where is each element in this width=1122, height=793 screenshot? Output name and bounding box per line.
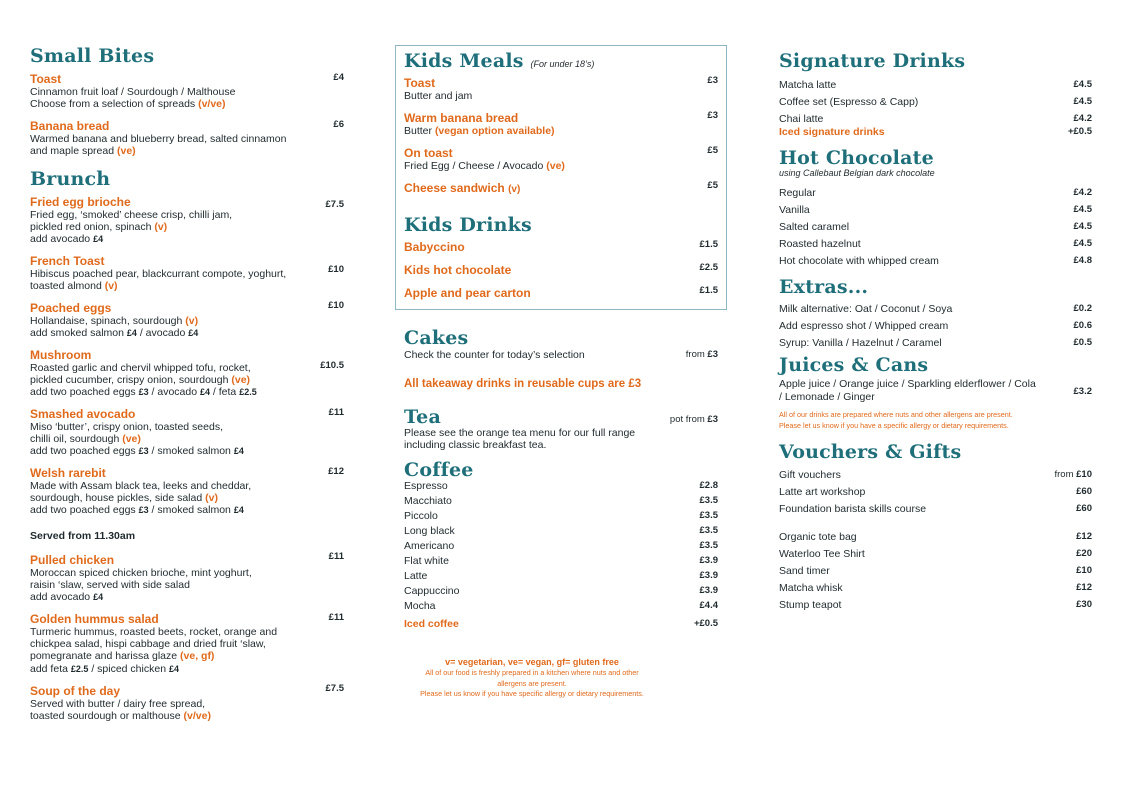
coffee-item: Latte — [404, 570, 428, 582]
desc-text: Choose from a selection of spreads — [30, 98, 199, 111]
item-desc — [30, 386, 257, 398]
note-line: All of our food is freshly prepared in a kitchen where nuts and other — [425, 668, 639, 677]
desc-text: add avocado — [30, 233, 94, 246]
gift-item: Sand timer — [779, 565, 830, 577]
menu-item-golden-hummus-salad — [30, 612, 277, 675]
kids-item-toast — [404, 76, 472, 102]
served-from-note: Served from 11.30am — [30, 530, 136, 542]
vouchers-gifts-heading: Vouchers & Gifts — [779, 441, 962, 463]
item-price: £3.2 — [1073, 386, 1092, 397]
diet-tag: (v) — [508, 184, 521, 195]
diet-tag: (v) — [104, 280, 118, 293]
price-prefix: pot from — [669, 414, 708, 425]
item-price: £7.5 — [325, 683, 344, 694]
item-price: £12 — [328, 466, 344, 477]
menu-item-banana-bread — [30, 119, 286, 157]
diet-tag: (v) — [185, 315, 199, 327]
diet-tag: (v) — [154, 221, 168, 234]
diet-tag: (ve) — [546, 160, 565, 172]
item-price: £4 — [333, 72, 344, 83]
desc-text: add avocado — [30, 591, 94, 604]
item-name: Golden hummus salad — [30, 612, 159, 626]
item-price: +£0.5 — [1067, 126, 1092, 137]
diet-tag: (ve) — [122, 433, 141, 446]
desc-text: pickled red onion, spinach — [30, 221, 155, 234]
item-name: Banana bread — [30, 119, 110, 133]
item-price: £3.9 — [699, 585, 718, 596]
desc-text: / smoked salmon — [148, 445, 234, 458]
cakes-desc: Check the counter for today’s selection — [404, 349, 585, 361]
item-price: +£0.5 — [693, 618, 718, 629]
note-line: Please let us know if you have specific allergy or dietary requirements. — [420, 689, 644, 698]
iced-signature-drinks: Iced signature drinks — [779, 126, 885, 138]
price-value: £10 — [1076, 469, 1092, 480]
item-name: Toast — [404, 76, 436, 90]
tea-heading: Tea — [404, 406, 441, 428]
item-price: £1.5 — [699, 285, 718, 296]
item-name: Pulled chicken — [30, 553, 115, 567]
addon-price: £4 — [93, 592, 104, 603]
item-name: Smashed avocado — [30, 407, 136, 421]
drink-item: Vanilla — [779, 204, 810, 216]
item-price: £10.5 — [320, 360, 344, 371]
brunch-heading: Brunch — [30, 168, 111, 190]
item-price: £4.5 — [1073, 96, 1092, 107]
item-price: £2.5 — [699, 262, 718, 273]
small-bites-heading: Small Bites — [30, 45, 155, 67]
extra-item: Syrup: Vanilla / Hazelnut / Caramel — [779, 337, 942, 349]
desc-text: pomegranate and harissa glaze — [30, 650, 181, 663]
item-desc — [30, 492, 251, 504]
menu-item-pulled-chicken — [30, 553, 252, 604]
addon-price: £4 — [168, 663, 179, 674]
price-prefix: from — [685, 349, 708, 360]
item-desc: Fried egg, ‘smoked’ cheese crisp, chilli jam, — [30, 209, 233, 221]
dietary-legend: v= vegetarian, ve= vegan, gf= gluten free — [445, 657, 619, 667]
item-price: £20 — [1076, 548, 1092, 559]
addon-price: £3 — [138, 387, 149, 398]
desc-text: add two poached eggs — [30, 504, 139, 517]
item-name: On toast — [404, 146, 453, 160]
item-desc: raisin ‘slaw, served with side salad — [30, 579, 190, 592]
voucher-item: Gift vouchers — [779, 469, 841, 481]
item-price: £0.5 — [1073, 337, 1092, 348]
addon-price: £4 — [233, 505, 244, 516]
item-price: £4.8 — [1073, 255, 1092, 266]
heading-subtitle: (For under 18’s) — [530, 59, 595, 69]
item-desc: Miso ‘butter’, crispy onion, toasted seeds, — [30, 421, 223, 433]
gift-item: Organic tote bag — [779, 531, 857, 543]
desc-text: add feta — [30, 662, 71, 675]
diet-tag: (ve) — [116, 145, 136, 158]
item-price: £5 — [707, 145, 718, 156]
diet-tag: (ve) — [231, 374, 251, 387]
kids-item-on-toast — [404, 146, 565, 172]
item-desc: Cinnamon fruit loaf / Sourdough / Malthouse — [30, 86, 236, 98]
item-desc — [30, 710, 211, 722]
addon-price: £4 — [93, 234, 104, 245]
coffee-item: Macchiato — [404, 495, 452, 507]
item-desc: Moroccan spiced chicken brioche, mint yoghurt, — [30, 567, 252, 579]
gift-item: Stump teapot — [779, 599, 842, 611]
voucher-item: Foundation barista skills course — [779, 503, 927, 515]
item-desc: Roasted garlic and chervil whipped tofu, rocket, — [30, 362, 251, 374]
item-desc — [30, 374, 257, 386]
item-desc — [30, 650, 277, 662]
item-price: £3.5 — [699, 510, 718, 521]
gift-item: Waterloo Tee Shirt — [779, 548, 865, 560]
item-price: £6 — [333, 119, 344, 130]
drinks-allergen-note — [779, 410, 1013, 431]
drink-item: Chai latte — [779, 113, 824, 125]
item-desc — [30, 327, 198, 339]
item-desc: Turmeric hummus, roasted beets, rocket, orange and — [30, 626, 278, 638]
kids-drink-babyccino: Babyccino — [404, 240, 465, 254]
item-desc: Warmed banana and blueberry bread, salted cinnamon — [30, 133, 287, 145]
desc-text: toasted sourdough or malthouse — [30, 710, 184, 723]
item-price: £60 — [1076, 503, 1092, 514]
addon-price: £2.5 — [70, 663, 89, 674]
kids-drink-apple-pear-carton: Apple and pear carton — [404, 286, 531, 300]
item-price: £10 — [1076, 565, 1092, 576]
kids-drink-hot-chocolate: Kids hot chocolate — [404, 263, 512, 277]
juices-desc: Apple juice / Orange juice / Sparkling elderflower / Cola — [779, 378, 1036, 390]
drink-item: Coffee set (Espresso & Capp) — [779, 96, 919, 108]
item-price — [670, 414, 718, 425]
drink-item: Hot chocolate with whipped cream — [779, 255, 939, 267]
coffee-heading: Coffee — [404, 459, 474, 481]
heading-text: Kids Meals — [404, 50, 524, 72]
item-price: £5 — [707, 180, 718, 191]
item-desc — [30, 315, 198, 327]
diet-tag: (v/ve) — [183, 710, 211, 723]
menu-item-welsh-rarebit — [30, 466, 251, 517]
addon-price: £4 — [199, 387, 210, 398]
desc-text: add two poached eggs — [30, 445, 139, 458]
item-desc — [30, 663, 277, 675]
desc-text: Fried Egg / Cheese / Avocado — [404, 160, 547, 172]
item-desc — [30, 221, 232, 233]
item-price: £11 — [328, 612, 344, 623]
item-desc — [30, 591, 252, 603]
note-line: All of our drinks are prepared where nuts and other allergens are present. — [779, 410, 1013, 419]
item-name: Poached eggs — [30, 301, 112, 315]
addon-price: £3 — [138, 505, 149, 516]
desc-text: add two poached eggs — [30, 386, 139, 399]
item-price: £11 — [328, 551, 344, 562]
item-name — [404, 181, 520, 197]
addon-price: £4 — [188, 328, 199, 339]
item-name: Fried egg brioche — [30, 195, 131, 209]
extra-item: Milk alternative: Oat / Coconut / Soya — [779, 303, 953, 315]
juices-desc: / Lemonade / Ginger — [779, 391, 875, 403]
diet-tag: (vegan option available) — [434, 125, 555, 137]
item-price: £10 — [328, 300, 344, 311]
desc-text: / feta — [210, 386, 240, 399]
item-price: £2.8 — [699, 480, 718, 491]
menu-item-french-toast — [30, 254, 286, 292]
item-price: £7.5 — [325, 199, 344, 210]
kids-meals-heading — [404, 50, 594, 72]
item-price: £4.5 — [1073, 79, 1092, 90]
item-price: £3.5 — [699, 525, 718, 536]
diet-tag: (ve, gf) — [180, 650, 215, 663]
item-price: £1.5 — [699, 239, 718, 250]
item-desc — [30, 280, 286, 292]
item-price: £4.5 — [1073, 204, 1092, 215]
item-price: £4.2 — [1073, 113, 1092, 124]
gift-item: Matcha whisk — [779, 582, 843, 594]
desc-text: pickled cucumber, crispy onion, sourdough — [30, 374, 232, 387]
coffee-item: Cappuccino — [404, 585, 460, 597]
desc-text: chilli oil, sourdough — [30, 433, 123, 446]
item-desc — [30, 504, 251, 516]
note-line: Please let us know if you have a specific allergy or dietary requirements. — [779, 420, 1009, 430]
takeaway-note: All takeaway drinks in reusable cups are £3 — [404, 378, 642, 390]
item-price: £3.9 — [699, 555, 718, 566]
drink-item: Matcha latte — [779, 79, 837, 91]
item-price: £12 — [1076, 582, 1092, 593]
tea-desc: Please see the orange tea menu for our full range — [404, 427, 636, 439]
item-name: Warm banana bread — [404, 111, 519, 125]
item-price: £0.6 — [1073, 320, 1092, 331]
drink-item: Roasted hazelnut — [779, 238, 861, 250]
kids-item-banana-bread — [404, 111, 555, 137]
desc-text: Butter — [404, 125, 435, 137]
desc-text: Hollandaise, spinach, sourdough — [30, 315, 186, 327]
item-name: Mushroom — [30, 348, 92, 362]
signature-drinks-heading: Signature Drinks — [779, 50, 966, 72]
menu-item-mushroom — [30, 348, 257, 399]
item-price: £10 — [328, 264, 344, 275]
item-price: £0.2 — [1073, 303, 1092, 314]
coffee-item: Piccolo — [404, 510, 438, 522]
desc-text: add smoked salmon — [30, 327, 127, 340]
addon-price: £4 — [126, 328, 137, 339]
item-desc: Made with Assam black tea, leeks and cheddar, — [30, 480, 252, 492]
item-price: £3 — [707, 75, 718, 86]
desc-text: / avocado — [136, 327, 189, 340]
juices-cans-heading: Juices & Cans — [779, 354, 929, 376]
menu-item-toast — [30, 72, 235, 110]
item-desc — [404, 160, 565, 172]
item-desc — [30, 445, 244, 457]
coffee-item: Mocha — [404, 600, 436, 612]
item-desc: Served with butter / dairy free spread, — [30, 698, 206, 710]
note-line: allergens are present. — [497, 678, 567, 688]
coffee-item: Long black — [404, 525, 455, 537]
item-name: Welsh rarebit — [30, 466, 106, 480]
kids-drinks-heading: Kids Drinks — [404, 214, 532, 236]
drink-item: Regular — [779, 187, 816, 199]
item-price: £4.2 — [1073, 187, 1092, 198]
coffee-item: Espresso — [404, 480, 448, 492]
hot-chocolate-heading: Hot Chocolate — [779, 147, 934, 169]
item-desc: chickpea salad, hispi cabbage and dried fruit ‘slaw, — [30, 638, 266, 651]
item-desc — [30, 145, 286, 157]
desc-text: / smoked salmon — [148, 504, 234, 517]
item-desc — [30, 98, 235, 110]
menu-item-smashed-avocado — [30, 407, 244, 458]
item-price: £11 — [328, 407, 344, 418]
item-price: £4.5 — [1073, 221, 1092, 232]
price-value: £3 — [707, 349, 718, 360]
kids-item-cheese-sandwich — [404, 181, 520, 197]
addon-price: £3 — [138, 446, 149, 457]
desc-text: / avocado — [148, 386, 200, 399]
diet-tag: (v/ve) — [198, 98, 226, 111]
item-price: £4.4 — [699, 600, 718, 611]
desc-text: sourdough, house pickles, side salad — [30, 492, 206, 505]
coffee-item: Flat white — [404, 555, 449, 567]
desc-text: and maple spread — [30, 145, 117, 158]
item-name: Toast — [30, 72, 62, 86]
item-price: £3.9 — [699, 570, 718, 581]
price-prefix: from — [1054, 469, 1077, 480]
price-value: £3 — [707, 414, 718, 425]
item-price: £3.5 — [699, 540, 718, 551]
cakes-heading: Cakes — [404, 327, 469, 349]
item-desc: Hibiscus poached pear, blackcurrant compote, yoghurt, — [30, 268, 287, 280]
item-name: French Toast — [30, 254, 105, 268]
food-allergen-note — [404, 668, 660, 700]
item-name: Soup of the day — [30, 684, 120, 698]
menu-item-poached-eggs — [30, 301, 198, 339]
item-desc — [30, 433, 244, 445]
extra-item: Add espresso shot / Whipped cream — [779, 320, 949, 332]
item-price: £4.5 — [1073, 238, 1092, 249]
item-price — [1055, 469, 1093, 480]
item-price: £3 — [707, 110, 718, 121]
hot-chocolate-subtitle: using Callebaut Belgian dark chocolate — [779, 168, 935, 178]
item-price: £60 — [1076, 486, 1092, 497]
item-price: £3.5 — [699, 495, 718, 506]
drink-item: Salted caramel — [779, 221, 850, 233]
extras-heading: Extras... — [779, 276, 869, 298]
diet-tag: (v) — [205, 492, 218, 505]
item-price — [686, 349, 718, 360]
item-desc — [30, 233, 232, 245]
desc-text: / spiced chicken — [88, 662, 169, 675]
tea-desc: including classic breakfast tea. — [404, 439, 547, 451]
item-desc: Butter and jam — [404, 90, 473, 102]
iced-coffee: Iced coffee — [404, 618, 459, 630]
coffee-item: Americano — [404, 540, 455, 552]
voucher-item: Latte art workshop — [779, 486, 866, 498]
item-desc — [404, 125, 555, 137]
menu-item-soup-of-the-day — [30, 684, 211, 722]
desc-text: toasted almond — [30, 280, 105, 293]
item-price: £30 — [1076, 599, 1092, 610]
addon-price: £2.5 — [239, 387, 257, 398]
menu-item-fried-egg-brioche — [30, 195, 232, 246]
addon-price: £4 — [233, 446, 244, 457]
item-price: £12 — [1076, 531, 1092, 542]
name-text: Cheese sandwich — [404, 181, 505, 195]
